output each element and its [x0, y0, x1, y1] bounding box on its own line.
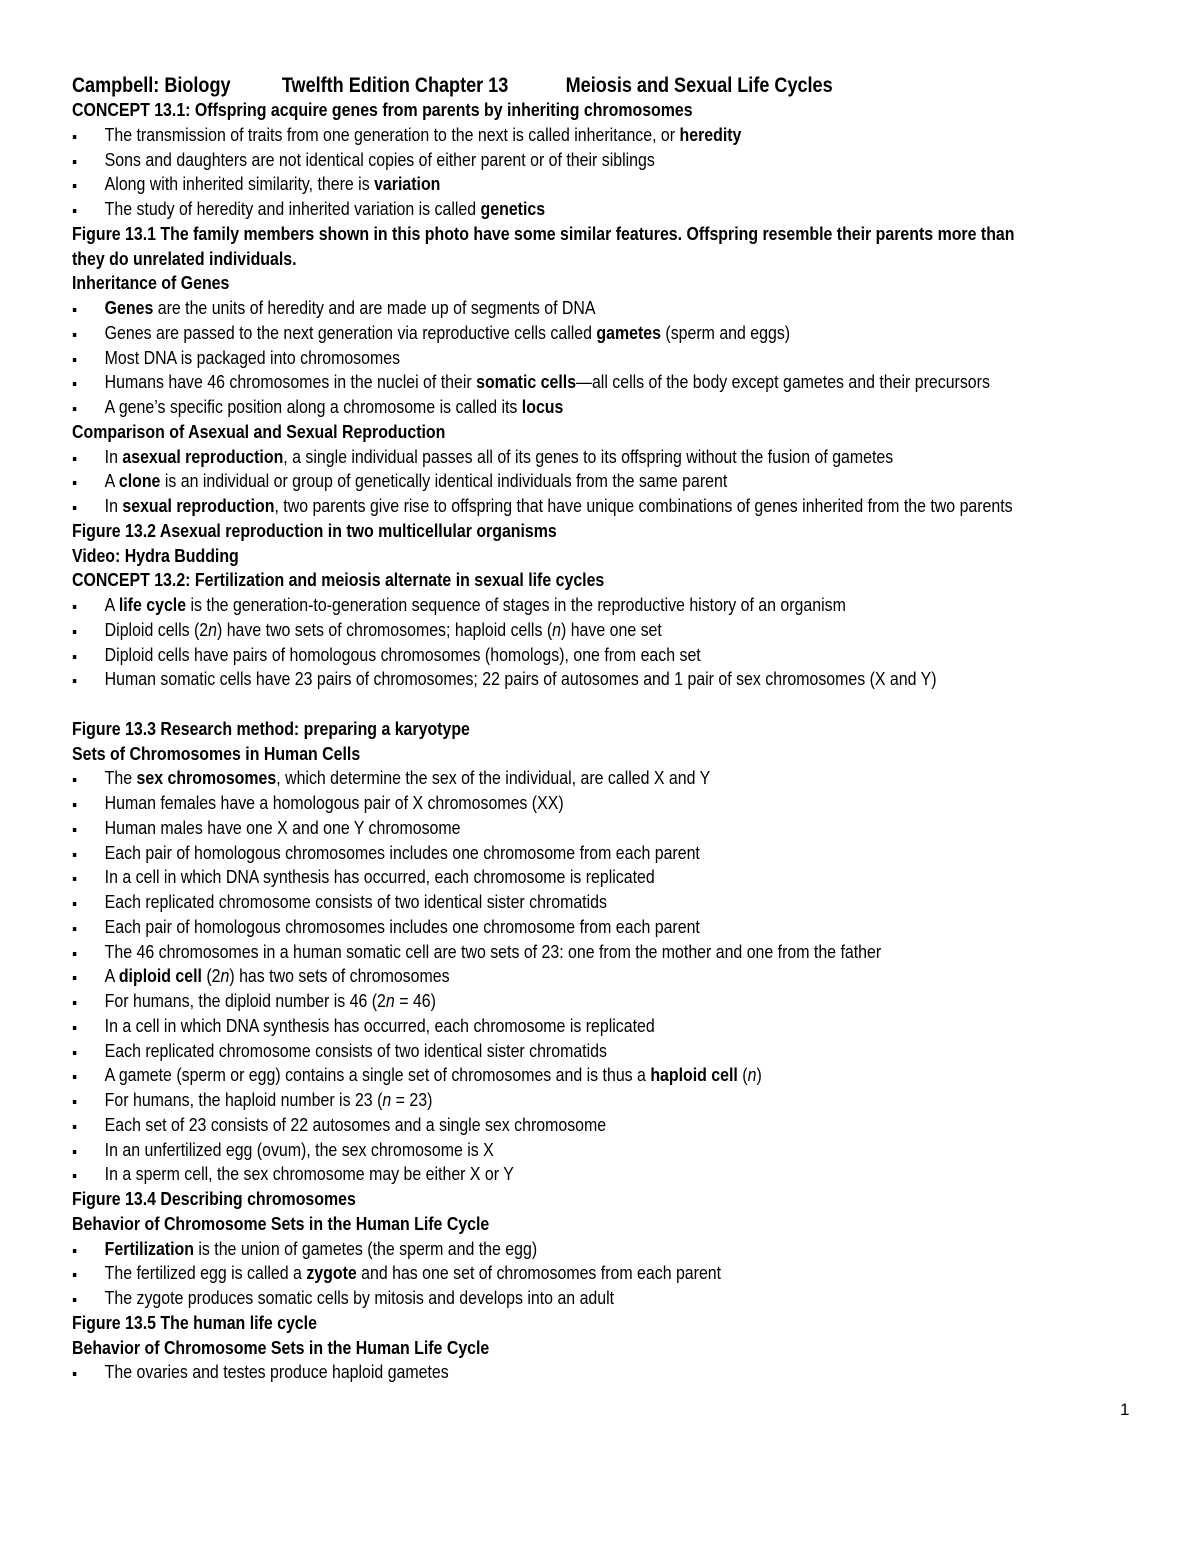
- section-heading: CONCEPT 13.2: Fertilization and meiosis alternate in sexual life cycles: [72, 569, 605, 591]
- bullet-item: [72, 123, 980, 148]
- bullet-text: , a single individual passes all of its genes to its offspring without the fusion of gametes: [283, 445, 894, 467]
- bullet-text: In a cell in which DNA synthesis has occurred, each chromosome is replicated: [104, 866, 655, 888]
- bold-term: locus: [521, 396, 564, 417]
- italic-symbol: n: [747, 1064, 757, 1086]
- section-heading: Behavior of Chromosome Sets in the Human Life Cycle: [72, 1336, 490, 1358]
- bullet-text: The zygote produces somatic cells by mitosis and develops into an adult: [104, 1287, 615, 1308]
- bullet-text: Along with inherited similarity, there is: [104, 173, 375, 195]
- bullet-item: [72, 841, 980, 866]
- section-heading: they do unrelated individuals.: [72, 247, 297, 269]
- bullet-text: Humans have 46 chromosomes in the nuclei of their: [104, 371, 477, 393]
- bullet-item: [72, 1039, 980, 1064]
- bullet-text: A gamete (sperm or egg) contains a single set of chromosomes and is thus a: [104, 1064, 651, 1086]
- bold-term: life cycle: [118, 594, 187, 615]
- title-book: Campbell: Biology: [72, 74, 231, 97]
- bullet-item: [72, 865, 980, 890]
- bullet-item: [72, 148, 980, 173]
- bullet-text: The transmission of traits from one generation to the next is called inheritance, or: [104, 123, 680, 145]
- bullet-item: [72, 172, 980, 197]
- bullet-text: are the units of heredity and are made up of segments of DNA: [153, 297, 596, 318]
- bullet-text: A gene’s specific position along a chromosome is called its: [104, 396, 522, 417]
- bullet-text: ) have one set: [560, 618, 662, 640]
- bullet-item: [72, 989, 980, 1014]
- bold-term: sex chromosomes: [136, 767, 277, 789]
- section-heading: Figure 13.1 The family members shown in this photo have some similar features. Offspring resemble their parents more than: [72, 222, 1015, 244]
- bullet-item: [72, 618, 980, 643]
- bullet-item: [72, 445, 980, 470]
- bullet-item: [72, 1063, 980, 1088]
- bullet-text: (: [737, 1064, 748, 1086]
- bullet-text: ) have two sets of chromosomes; haploid cells (: [216, 618, 553, 640]
- bullet-text: Each replicated chromosome consists of two identical sister chromatids: [104, 891, 607, 912]
- section-heading: Behavior of Chromosome Sets in the Human Life Cycle: [72, 1212, 490, 1234]
- bold-term: heredity: [679, 123, 742, 145]
- bullet-text: Diploid cells have pairs of homologous chromosomes (homologs), one from each set: [104, 643, 701, 665]
- bullet-item: [72, 915, 980, 940]
- bold-term: variation: [374, 173, 441, 195]
- bullet-text: , two parents give rise to offspring that have unique combinations of genes inherited from the two parents: [274, 495, 1013, 516]
- bullet-text: The: [104, 767, 137, 789]
- title-chapter-name: Meiosis and Sexual Life Cycles: [565, 74, 833, 97]
- italic-symbol: n: [382, 1089, 392, 1110]
- bullet-text: , which determine the sex of the individual, are called X and Y: [276, 767, 711, 789]
- section-heading: Figure 13.3 Research method: preparing a karyotype: [72, 717, 470, 739]
- section-heading: Sets of Chromosomes in Human Cells: [72, 742, 361, 764]
- bullet-text: The study of heredity and inherited variation is called: [104, 198, 481, 219]
- bullet-item: [72, 1014, 980, 1039]
- bullet-item: [72, 370, 990, 395]
- page-number: 1: [1120, 1400, 1130, 1419]
- bullet-text: = 23): [391, 1089, 433, 1110]
- section-heading: Figure 13.5 The human life cycle: [72, 1311, 317, 1333]
- bullet-item: [72, 296, 980, 321]
- bullet-text: In a cell in which DNA synthesis has occurred, each chromosome is replicated: [104, 1014, 655, 1036]
- bullet-item: [72, 940, 980, 965]
- bullet-text: Each pair of homologous chromosomes includes one chromosome from each parent: [104, 915, 700, 937]
- bullet-text: The ovaries and testes produce haploid gametes: [104, 1361, 449, 1383]
- bullet-item: [72, 494, 1013, 519]
- bullet-item: [72, 593, 980, 618]
- bullet-text: is an individual or group of genetically identical individuals from the same parent: [160, 470, 728, 492]
- bold-term: clone: [118, 470, 161, 492]
- bullet-text: In an unfertilized egg (ovum), the sex chromosome is X: [104, 1138, 494, 1160]
- bullet-item: [72, 1237, 980, 1262]
- section-heading: Comparison of Asexual and Sexual Reproduction: [72, 420, 446, 442]
- section-heading: Inheritance of Genes: [72, 272, 230, 294]
- document-body: [72, 98, 1128, 1385]
- bullet-text: Sons and daughters are not identical copies of either parent or of their siblings: [104, 148, 655, 170]
- bullet-text: —all cells of the body except gametes and their precursors: [576, 371, 990, 393]
- section-heading: CONCEPT 13.1: Offspring acquire genes from parents by inheriting chromosomes: [72, 99, 693, 120]
- bullet-item: [72, 346, 980, 371]
- bold-term: diploid cell: [118, 965, 202, 987]
- bold-term: somatic cells: [476, 371, 577, 393]
- bullet-text: Each replicated chromosome consists of two identical sister chromatids: [104, 1039, 607, 1061]
- bullet-item: [72, 643, 980, 668]
- bullet-text: In a sperm cell, the sex chromosome may be either X or Y: [104, 1163, 514, 1185]
- bullet-item: [72, 1286, 980, 1311]
- bullet-item: [72, 791, 980, 816]
- bold-term: asexual reproduction: [122, 445, 284, 467]
- section-heading: Figure 13.2 Asexual reproduction in two multicellular organisms: [72, 519, 557, 541]
- bullet-item: [72, 1261, 980, 1286]
- bullet-text: Each set of 23 consists of 22 autosomes and a single sex chromosome: [104, 1113, 607, 1135]
- bullet-text: A: [104, 470, 119, 492]
- bullet-item: [72, 667, 980, 692]
- bullet-text: = 46): [394, 990, 436, 1011]
- italic-symbol: n: [208, 618, 217, 640]
- bullet-item: [72, 1360, 980, 1385]
- bullet-item: [72, 395, 980, 420]
- bullet-text: and has one set of chromosomes from each parent: [356, 1262, 722, 1284]
- bullet-item: [72, 766, 980, 791]
- bullet-item: [72, 1162, 980, 1187]
- bullet-text: A: [104, 965, 119, 987]
- bullet-text: In: [104, 445, 123, 467]
- title-edition-chapter: Twelfth Edition Chapter 13: [281, 74, 509, 97]
- bold-term: genetics: [480, 198, 546, 219]
- bullet-item: [72, 197, 980, 222]
- bullet-text: ) has two sets of chromosomes: [229, 965, 450, 987]
- bullet-item: [72, 964, 980, 989]
- bold-term: gametes: [596, 321, 661, 343]
- bullet-text: Human somatic cells have 23 pairs of chromosomes; 22 pairs of autosomes and 1 pair of sex chromosomes (X and Y): [104, 668, 937, 690]
- document-title: [72, 72, 1001, 100]
- italic-symbol: n: [385, 990, 395, 1011]
- section-heading: Figure 13.4 Describing chromosomes: [72, 1188, 356, 1209]
- bullet-item: [72, 321, 980, 346]
- bold-term: sexual reproduction: [122, 495, 275, 516]
- bold-term: Fertilization: [104, 1237, 194, 1259]
- bullet-text: Each pair of homologous chromosomes includes one chromosome from each parent: [104, 841, 700, 863]
- italic-symbol: n: [552, 618, 561, 640]
- bold-term: zygote: [306, 1262, 357, 1284]
- bullet-text: Diploid cells (2: [104, 618, 209, 640]
- bullet-item: [72, 890, 980, 915]
- bullet-text: is the generation-to-generation sequence of stages in the reproductive history of an organism: [186, 594, 846, 615]
- bullet-item: [72, 469, 980, 494]
- bullet-text: Human males have one X and one Y chromosome: [104, 816, 461, 838]
- bullet-text: (2: [201, 965, 221, 987]
- bullet-item: [72, 816, 980, 841]
- bullet-text: is the union of gametes (the sperm and the egg): [193, 1237, 538, 1259]
- bullet-text: Genes are passed to the next generation via reproductive cells called: [104, 321, 597, 343]
- bullet-text: (sperm and eggs): [660, 321, 791, 343]
- blank-line: [72, 692, 1128, 717]
- bullet-text: The 46 chromosomes in a human somatic cell are two sets of 23: one from the mother and one from the father: [104, 940, 882, 962]
- bullet-text: Most DNA is packaged into chromosomes: [104, 346, 401, 368]
- bullet-text: For humans, the haploid number is 23 (: [104, 1089, 383, 1110]
- bullet-item: [72, 1113, 980, 1138]
- italic-symbol: n: [220, 965, 230, 987]
- bullet-text: Human females have a homologous pair of X chromosomes (XX): [104, 792, 564, 813]
- bullet-text: The fertilized egg is called a: [104, 1262, 307, 1284]
- bold-term: Genes: [104, 297, 154, 318]
- bullet-item: [72, 1088, 980, 1113]
- section-heading: Video: Hydra Budding: [72, 544, 239, 566]
- bullet-text: ): [756, 1064, 762, 1086]
- bullet-item: [72, 1138, 980, 1163]
- bullet-text: In: [104, 495, 123, 516]
- bullet-text: A: [104, 594, 119, 615]
- bullet-text: For humans, the diploid number is 46 (2: [104, 990, 386, 1011]
- bold-term: haploid cell: [650, 1064, 738, 1086]
